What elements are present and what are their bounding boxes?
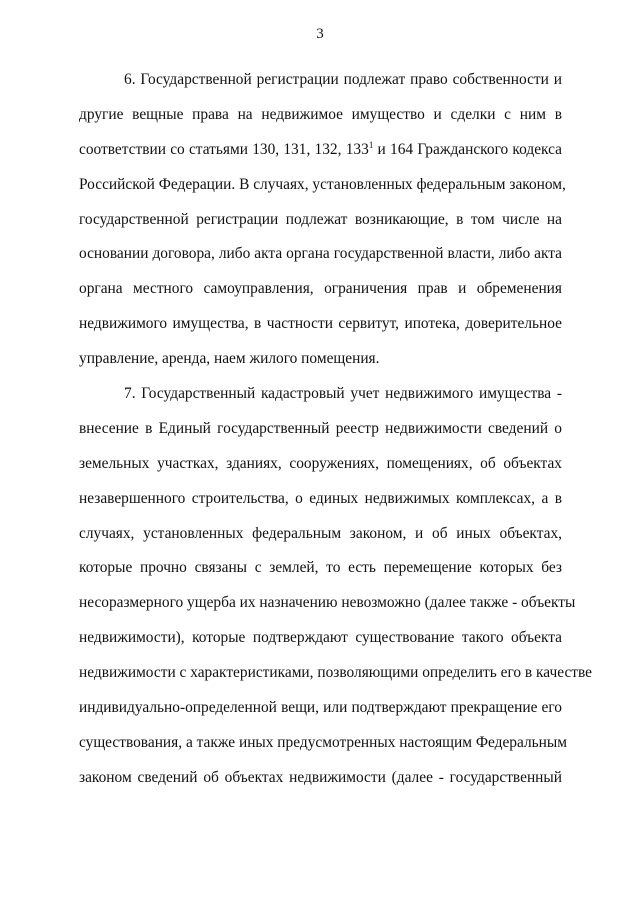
page-number: 3	[316, 26, 324, 42]
text-line: недвижимости с характеристиками, позволяющими определить его в качестве	[79, 664, 593, 682]
text-line: Российской Федерации. В случаях, установленных федеральным законом,	[79, 175, 566, 193]
text-line: индивидуально-определенной вещи, или подтверждают прекращение его	[79, 699, 562, 717]
text-line: основании договора, либо акта органа государственной власти, либо акта	[79, 245, 562, 263]
text-line: внесение в Единый государственный реестр недвижимости сведений о	[79, 419, 562, 437]
superscript-1: 1	[368, 139, 374, 150]
text-line: существования, а также иных предусмотренных настоящим Федеральным	[79, 733, 567, 751]
text-line: законом сведений об объектах недвижимости (далее - государственный	[79, 768, 562, 786]
text-line: земельных участках, зданиях, сооружениях, помещениях, об объектах	[79, 454, 562, 472]
text-line	[79, 138, 562, 173]
text-line: 7. Государственный кадастровый учет недвижимого имущества -	[124, 385, 562, 402]
text-line: незавершенного строительства, о единых недвижимых комплексах, а в	[79, 489, 562, 507]
text-line: недвижимости), которые подтверждают существование такого объекта	[79, 629, 562, 647]
text-line: которые прочно связаны с землей, то есть перемещение которых без	[79, 559, 562, 577]
text-fragment: и 164 Гражданского кодекса	[373, 140, 562, 158]
text-line: другие вещные права на недвижимое имущество и сделки с ним в	[79, 105, 562, 123]
text-line: случаях, установленных федеральным законом, и об иных объектах,	[79, 524, 562, 542]
paragraph-7	[79, 382, 593, 801]
text-line: органа местного самоуправления, ограничения прав и обременения	[79, 280, 562, 298]
text-line: несоразмерного ущерба их назначению невозможно (далее также - объекты	[79, 594, 576, 612]
text-line: государственной регистрации подлежат возникающие, в том числе на	[79, 210, 562, 228]
text-line: 6. Государственной регистрации подлежат право собственности и	[124, 71, 562, 88]
text-line: управление, аренда, наем жилого помещения.	[79, 350, 380, 368]
paragraph-6	[79, 68, 566, 382]
text-line: недвижимого имущества, в частности сервитут, ипотека, доверительное	[79, 315, 562, 333]
text-fragment: соответствии со статьями 130, 131, 132, 133	[79, 140, 369, 158]
